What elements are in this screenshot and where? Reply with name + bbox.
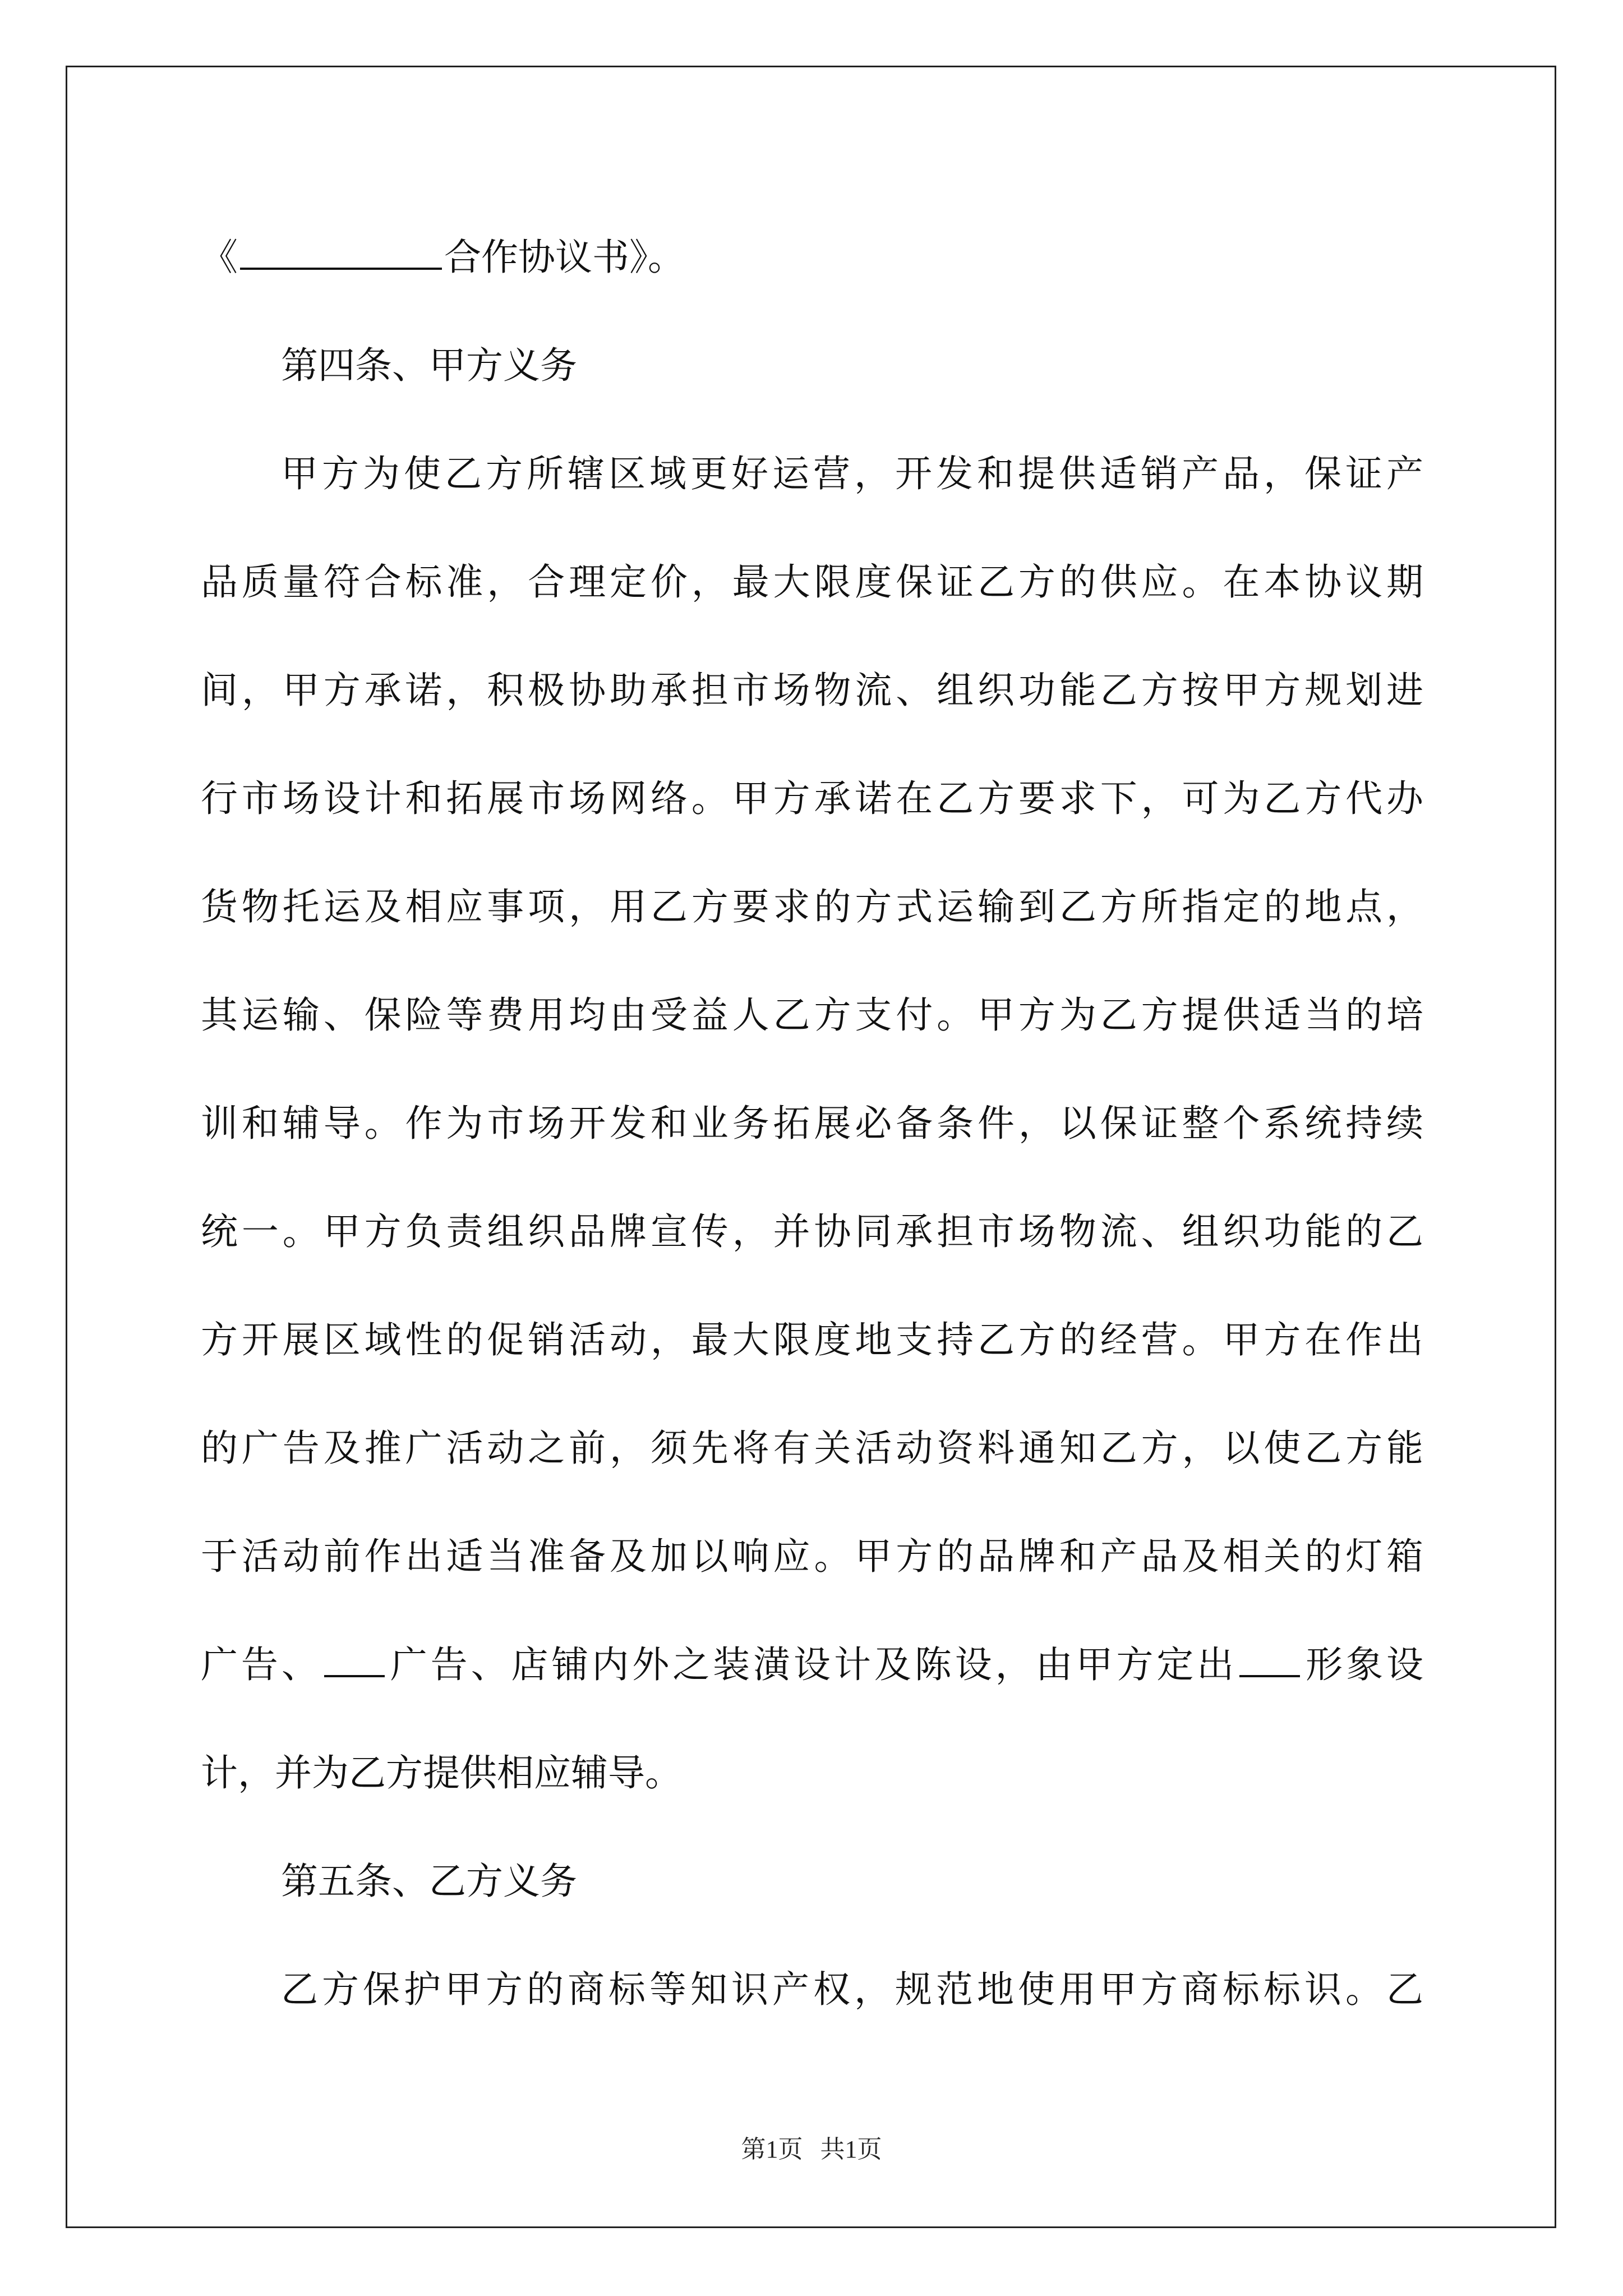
paragraph-line: 于活动前作出适当准备及加以响应。甲方的品牌和产品及相关的灯箱 — [201, 1535, 1423, 1578]
paragraph-line: 间，甲方承诺，积极协助承担市场物流、组织功能乙方按甲方规划进 — [201, 669, 1423, 712]
paragraph-line: 其运输、保险等费用均由受益人乙方支付。甲方为乙方提供适当的培 — [201, 993, 1423, 1037]
title-suffix: 合作协议书》。 — [444, 236, 685, 279]
heading-article-5: 第五条、乙方义务 — [281, 1860, 577, 1903]
text-segment: 广告、店铺内外之装潢设计及陈设，由甲方定出 — [386, 1643, 1238, 1686]
paragraph-line: 计，并为乙方提供相应辅导。 — [201, 1751, 682, 1795]
text-segment: 广告、 — [201, 1643, 322, 1686]
paragraph-line: 训和辅导。作为市场开发和业务拓展必备条件，以保证整个系统持续 — [201, 1102, 1423, 1145]
paragraph-line: 行市场设计和拓展市场网络。甲方承诺在乙方要求下，可为乙方代办 — [201, 777, 1423, 820]
paragraph-line: 方开展区域性的促销活动，最大限度地支持乙方的经营。甲方在作出 — [201, 1318, 1423, 1361]
paragraph-line-with-blanks — [201, 1611, 1423, 1719]
text-segment: 形象设 — [1302, 1643, 1423, 1686]
paragraph-line: 的广告及推广活动之前，须先将有关活动资料通知乙方，以使乙方能 — [201, 1427, 1423, 1470]
blank-advert-type — [324, 1644, 385, 1677]
agreement-title-line — [201, 203, 1423, 311]
document-body — [201, 203, 1423, 2044]
paragraph-line: 甲方为使乙方所辖区域更好运营，开发和提供适销产品，保证产 — [281, 452, 1423, 495]
page-footer — [0, 2129, 1623, 2165]
paragraph-line: 统一。甲方负责组织品牌宣传，并协同承担市场物流、组织功能的乙 — [201, 1210, 1423, 1253]
paragraph-line: 乙方保护甲方的商标等知识产权，规范地使用甲方商标标识。乙 — [281, 1968, 1423, 2011]
open-bracket: 《 — [201, 236, 238, 279]
paragraph-line: 货物托运及相应事项，用乙方要求的方式运输到乙方所指定的地点， — [201, 885, 1423, 928]
paragraph-line: 品质量符合标准，合理定价，最大限度保证乙方的供应。在本协议期 — [201, 560, 1423, 604]
blank-image-type — [1239, 1644, 1300, 1677]
blank-agreement-name — [240, 236, 442, 270]
page-total: 共1页 — [820, 2136, 882, 2163]
heading-article-4: 第四条、甲方义务 — [281, 344, 577, 387]
page-number: 第1页 — [741, 2136, 803, 2163]
